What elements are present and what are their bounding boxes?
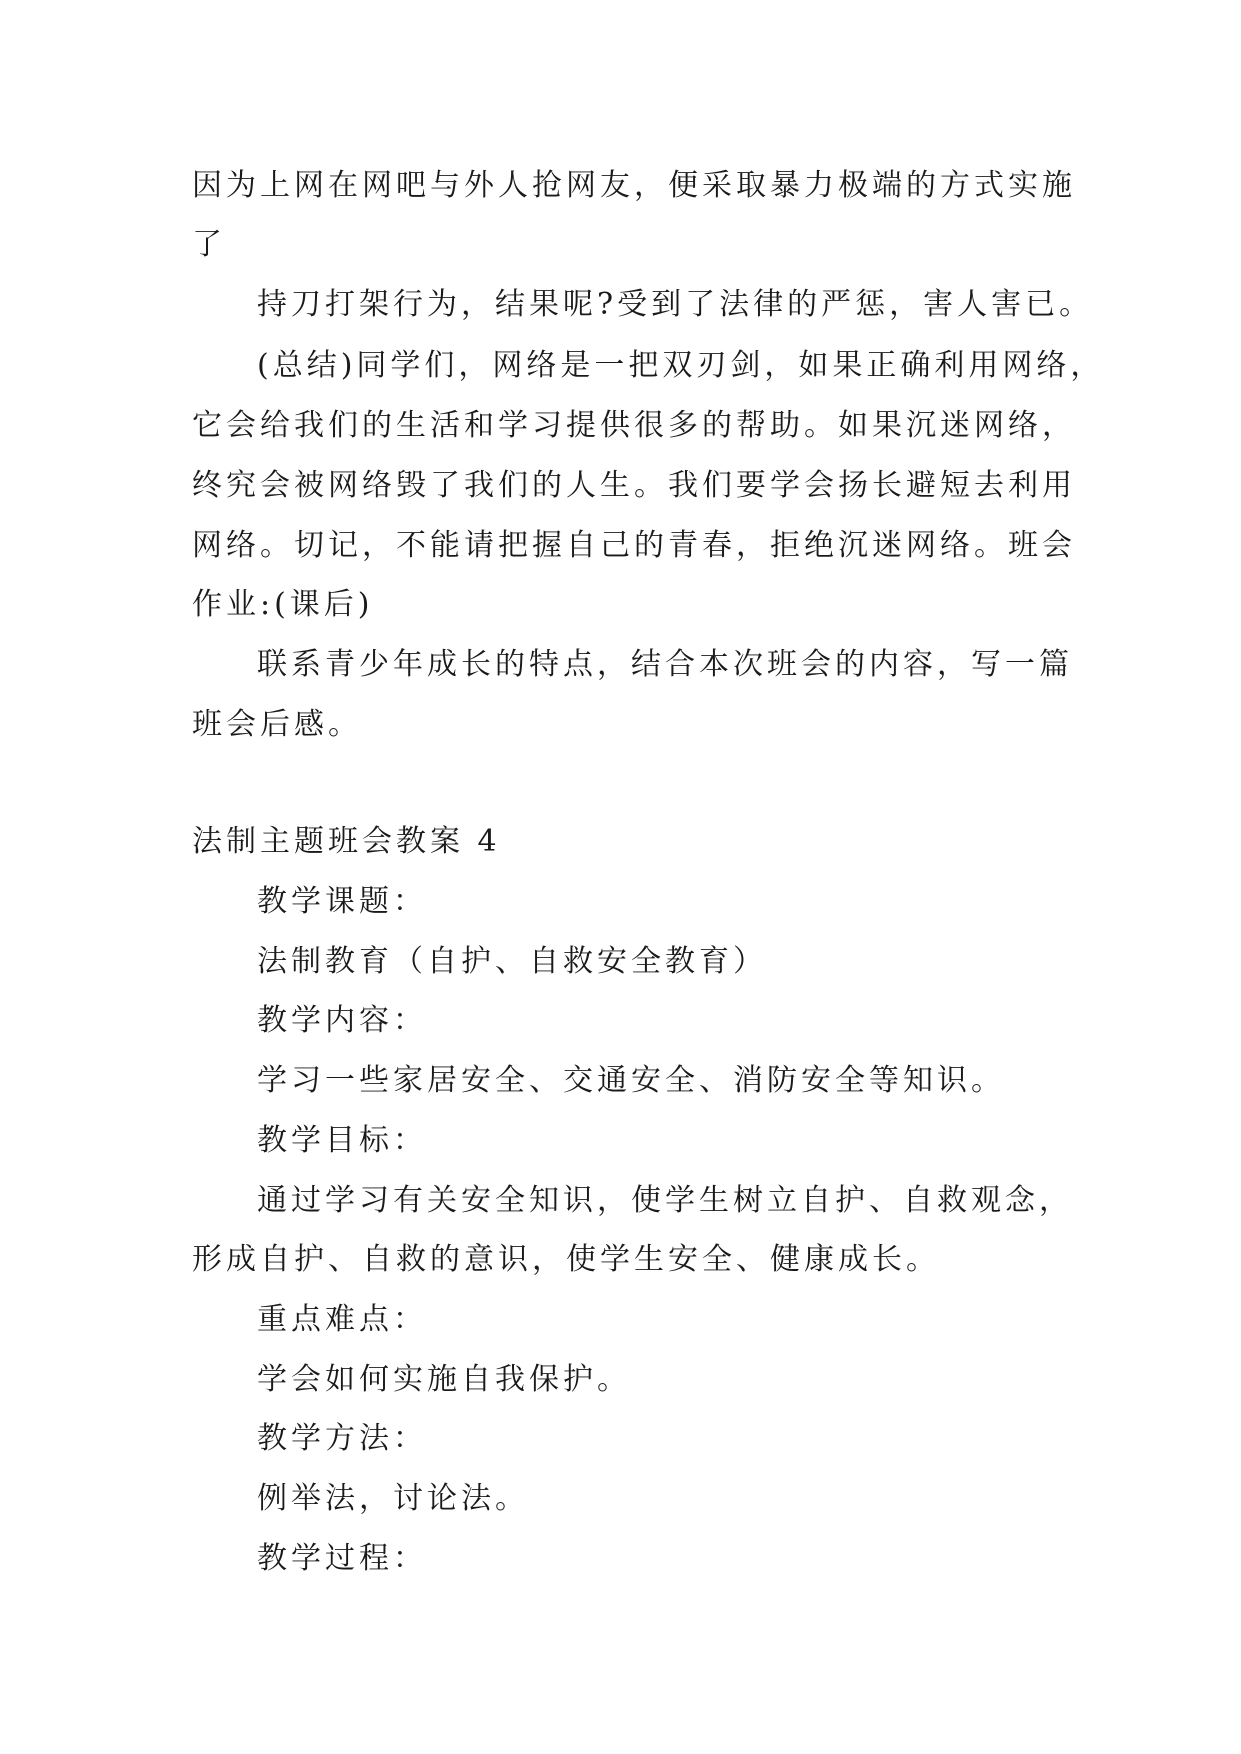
body-text-line: 教学方法： [257,1421,427,1456]
body-text-line: 作业:(课后) [192,587,374,622]
body-text-line: 通过学习有关安全知识，使学生树立自护、自救观念， [257,1183,1073,1218]
body-text-line: 学会如何实施自我保护。 [257,1362,631,1397]
body-text-line: 法制教育（自护、自救安全教育） [257,944,767,979]
body-text-line: 持刀打架行为，结果呢?受到了法律的严惩，害人害已。 [257,287,1094,322]
body-text-line: 因为上网在网吧与外人抢网友，便采取暴力极端的方式实施 [192,168,1076,203]
body-text-line: (总结)同学们，网络是一把双刃剑，如果正确利用网络， [257,348,1105,383]
body-text-line: 教学目标： [257,1123,427,1158]
body-text-line: 学习一些家居安全、交通安全、消防安全等知识。 [257,1063,1005,1098]
body-text-line: 终究会被网络毁了我们的人生。我们要学会扬长避短去利用 [192,468,1076,503]
body-text-line: 重点难点： [257,1302,427,1337]
body-text-line: 形成自护、自救的意识，使学生安全、健康成长。 [192,1242,940,1277]
body-text-line: 教学课题： [257,884,427,919]
body-text-line: 班会后感。 [192,707,362,742]
body-text-line: 教学内容： [257,1003,427,1038]
body-text-line: 它会给我们的生活和学习提供很多的帮助。如果沉迷网络， [192,408,1076,443]
body-text-line: 联系青少年成长的特点，结合本次班会的内容，写一篇 [257,647,1073,682]
body-text-line: 了 [192,227,226,262]
body-text-line: 例举法，讨论法。 [257,1481,529,1516]
body-text-line: 教学过程： [257,1541,427,1576]
section-heading: 法制主题班会教案 4 [192,824,501,859]
body-text-line: 网络。切记，不能请把握自己的青春，拒绝沉迷网络。班会 [192,528,1076,563]
